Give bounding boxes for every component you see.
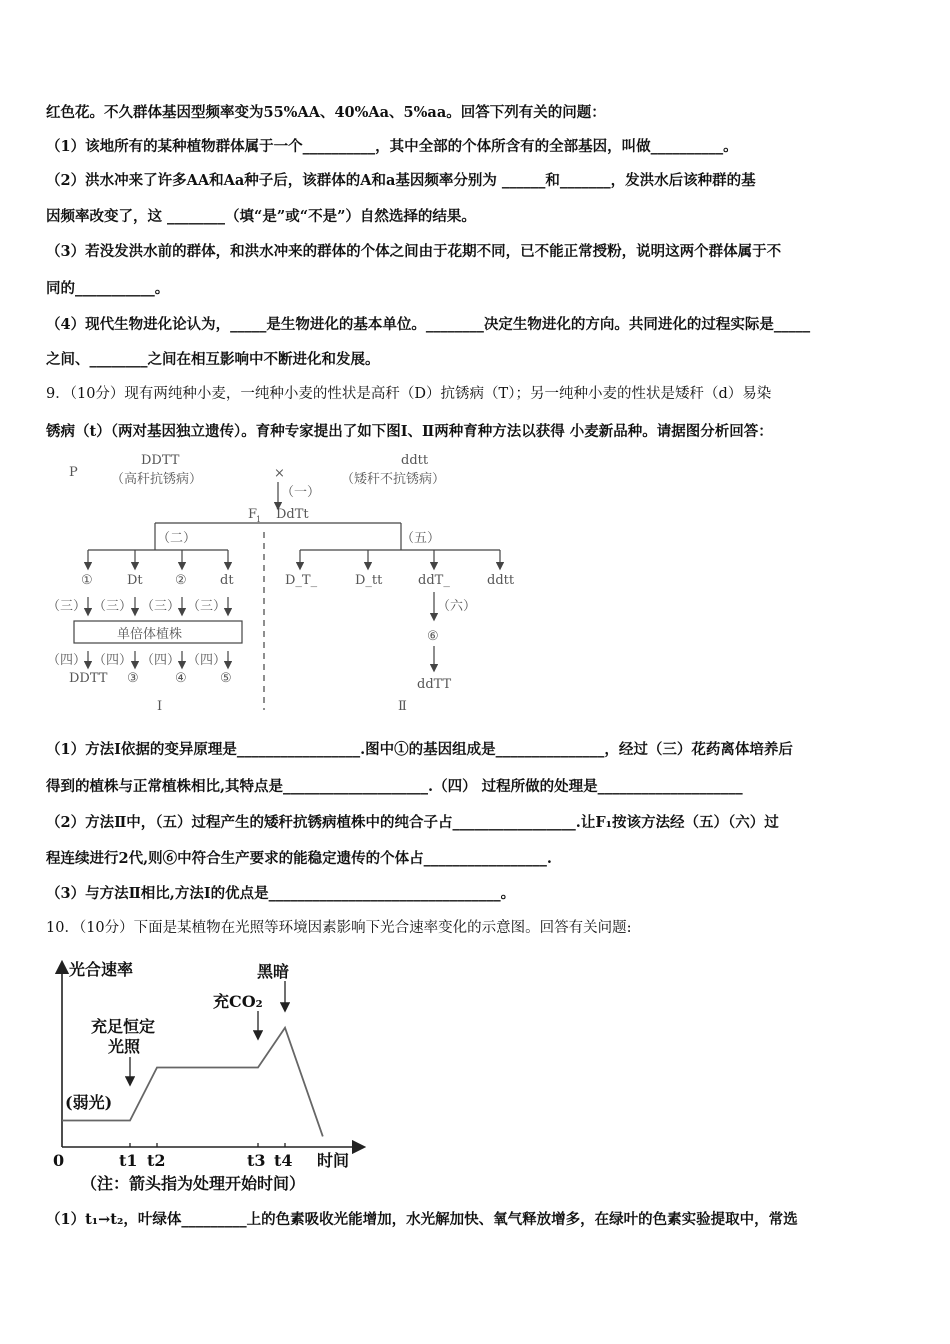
diagram-step-4-d: （四） [187, 653, 227, 668]
text-line-7: （4）现代生物进化论认为，_____是生物进化的基本单位。________决定生物进化的方向。共同进化的过程实际是_____ [46, 316, 811, 333]
diagram-left-gamete-2: Dt [127, 573, 143, 588]
diagram-step-4-a: （四） [47, 653, 87, 668]
diagram-method-2: Ⅱ [398, 699, 407, 714]
series-line-photosynthesis-rate [62, 1028, 323, 1137]
question-10-part-1: （1）t₁→t₂，叶绿体_________上的色素吸收光能增加，水光解加快、氧气释放增多，在绿叶的色素实验提取中，常选 [46, 1211, 798, 1228]
diagram-right-result: ddTT [417, 677, 452, 692]
diagram-right-offspring-4: ddtt [487, 573, 515, 588]
question-9-part-2-line-2: 程连续进行2代,则⑥中符合生产要求的能稳定遗传的个体占_________________. [46, 850, 552, 867]
diagram-f1-label: F [248, 507, 258, 522]
text-line-5: （3）若没发洪水前的群体，和洪水冲来的群体的个体之间由于花期不同，已不能正常授粉，说明这两个群体属于不 [46, 243, 782, 260]
diagram-right-offspring-3: ddT_ [418, 573, 450, 588]
text-line-3: （2）洪水冲来了许多AA和Aa种子后，该群体的A和a基因频率分别为 ______和_______，发洪水后该种群的基 [46, 172, 756, 189]
diagram-f1-sub: 1 [256, 515, 262, 524]
diagram-left-gamete-1: ① [81, 573, 93, 588]
annotation-full-light-1: 充足恒定 [91, 1017, 156, 1036]
text-line-4: 因频率改变了，这 ________（填“是”或“不是”）自然选择的结果。 [46, 208, 476, 225]
question-10-stem: 10．（10分）下面是某植物在光照等环境因素影响下光合速率变化的示意图。回答有关问题: [46, 920, 632, 936]
diagram-step-3-d: （三） [187, 599, 227, 614]
diagram-parent2-trait: （矮秆不抗锈病） [341, 472, 446, 487]
diagram-left-gamete-4: dt [220, 573, 234, 588]
diagram-left-result-3: ④ [175, 671, 187, 686]
x-tick-t1: t1 [119, 1151, 138, 1170]
diagram-step-4-b: （四） [93, 653, 133, 668]
diagram-cross-symbol: × [274, 466, 285, 481]
annotation-dark: 黑暗 [257, 962, 290, 981]
x-tick-t3: t3 [247, 1151, 266, 1170]
diagram-step-3-c: （三） [141, 599, 181, 614]
diagram-parent2-genotype: ddtt [401, 453, 429, 468]
origin-label: 0 [53, 1151, 65, 1170]
text-line-1: 红色花。不久群体基因型频率变为55%AA、40%Aa、5%aa。回答下列有关的问题： [46, 104, 606, 121]
photosynthesis-rate-chart [45, 955, 375, 1195]
x-tick-t4: t4 [274, 1151, 293, 1170]
annotation-co2: 充CO₂ [213, 992, 263, 1011]
diagram-left-result-1: DDTT [69, 671, 108, 686]
diagram-step-2: （二） [157, 531, 197, 546]
y-axis-label: 光合速率 [69, 960, 134, 979]
diagram-left-result-4: ⑤ [220, 671, 232, 686]
diagram-right-offspring-1: D_T_ [285, 573, 318, 588]
diagram-step-3-a: （三） [47, 599, 87, 614]
annotation-full-light-2: 光照 [108, 1037, 141, 1056]
chart-note: （注：箭头指为处理开始时间） [81, 1174, 306, 1193]
diagram-p-label: P [69, 465, 78, 480]
question-9-line-1: 9．（10分）现有两纯种小麦，一纯种小麦的性状是高秆（D）抗锈病（T）；另一纯种小麦的性状是矮秆（d）易染 [46, 386, 772, 402]
breeding-diagram [45, 452, 565, 722]
diagram-step-5: （五） [401, 531, 441, 546]
diagram-parent1-genotype: DDTT [141, 453, 180, 468]
question-9-part-2-line-1: （2）方法Ⅱ中，（五）过程产生的矮秆抗锈病植株中的纯合子占_________________.让F₁按该方法经（五）（六）过 [46, 814, 779, 831]
diagram-step-6: （六） [437, 599, 477, 614]
diagram-left-result-2: ③ [127, 671, 139, 686]
diagram-step-1: （一） [281, 485, 321, 500]
diagram-six-circle: ⑥ [427, 629, 439, 644]
annotation-weak-light: (弱光) [65, 1093, 113, 1112]
diagram-step-3-b: （三） [93, 599, 133, 614]
diagram-haploid-label: 单倍体植株 [117, 627, 183, 642]
question-9-part-1-line-1: （1）方法Ⅰ依据的变异原理是_________________.图中①的基因组成是_______________，经过（三）花药离体培养后 [46, 741, 793, 758]
question-9-line-2: 锈病（t）（两对基因独立遗传）。育种专家提出了如下图Ⅰ、Ⅱ两种育种方法以获得 小麦新品种。请据图分析回答： [46, 423, 773, 440]
diagram-left-gamete-3: ② [175, 573, 187, 588]
text-line-6: 同的___________。 [46, 280, 170, 297]
question-9-part-3: （3）与方法Ⅱ相比,方法Ⅰ的优点是________________________________。 [46, 885, 516, 902]
text-line-2: （1）该地所有的某种植物群体属于一个__________，其中全部的个体所含有的全部基因，叫做__________。 [46, 138, 738, 155]
diagram-parent1-trait: （高秆抗锈病） [111, 472, 203, 487]
diagram-f1-genotype: DdTt [276, 507, 309, 522]
text-line-8: 之间、________之间在相互影响中不断进化和发展。 [46, 351, 380, 368]
question-9-part-1-line-2: 得到的植株与正常植株相比,其特点是____________________.（四） 过程所做的处理是____________________ [46, 778, 743, 795]
diagram-method-1: Ⅰ [157, 699, 163, 714]
x-axis-label: 时间 [317, 1151, 350, 1170]
x-tick-t2: t2 [147, 1151, 166, 1170]
diagram-right-offspring-2: D_tt [355, 573, 383, 588]
diagram-step-4-c: （四） [141, 653, 181, 668]
